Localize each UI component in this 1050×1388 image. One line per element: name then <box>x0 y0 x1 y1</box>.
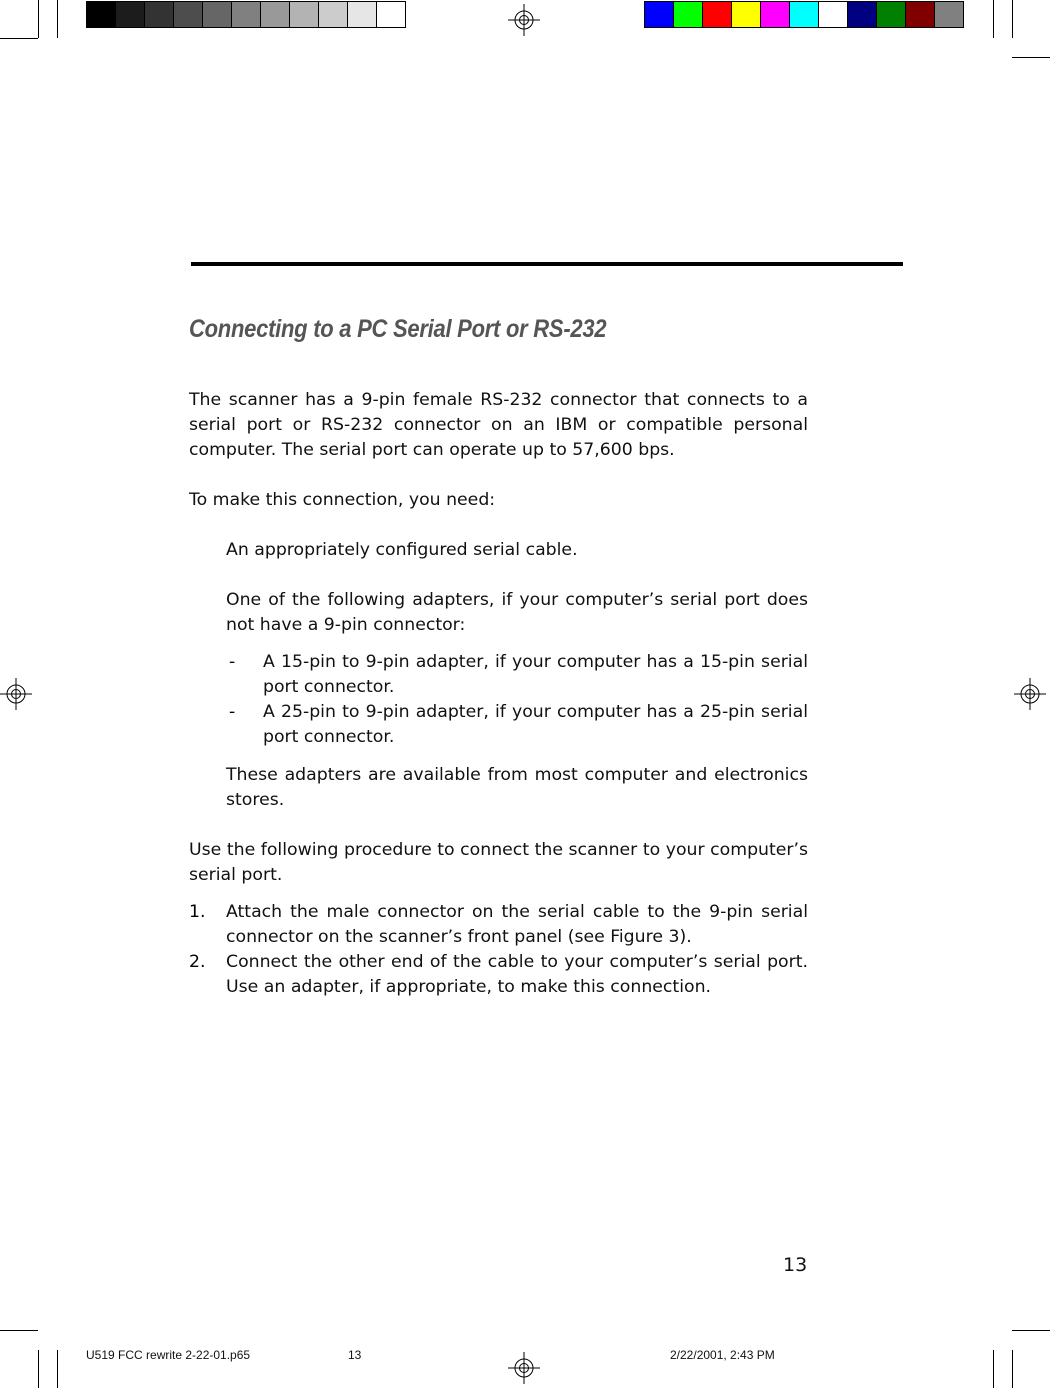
color-swatch <box>731 1 761 28</box>
step-number: 2. <box>189 952 206 972</box>
page-number: 13 <box>783 1254 808 1276</box>
color-swatch <box>231 1 261 28</box>
crop-mark <box>38 1350 39 1388</box>
color-swatch <box>144 1 174 28</box>
color-swatch <box>260 1 290 28</box>
section-heading: Connecting to a PC Serial Port or RS-232 <box>189 315 607 343</box>
registration-target-icon <box>1014 678 1046 710</box>
slug-page: 13 <box>348 1348 362 1362</box>
color-swatch <box>934 1 964 28</box>
color-swatch <box>86 1 116 28</box>
color-swatch <box>673 1 703 28</box>
list-bullet: - <box>229 702 236 722</box>
color-swatch <box>905 1 935 28</box>
step-text: Connect the other end of the cable to your computer’s serial port. Use an adapter, if appropriate, to make this connection. <box>226 952 808 997</box>
registration-target-icon <box>508 1352 540 1384</box>
step-number: 1. <box>189 902 206 922</box>
adapters-note: These adapters are available from most computer and electronics stores. <box>226 765 808 810</box>
color-swatch <box>347 1 377 28</box>
registration-target-icon <box>0 678 32 710</box>
color-swatch <box>702 1 732 28</box>
need-item-adapter: One of the following adapters, if your computer’s serial port does not have a 9-pin connector: <box>226 590 808 635</box>
crop-mark <box>0 1330 38 1331</box>
crop-mark <box>1012 1330 1050 1331</box>
color-swatch <box>202 1 232 28</box>
procedure-intro: Use the following procedure to connect the scanner to your computer’s serial port. <box>189 840 808 885</box>
slug-date: 2/22/2001, 2:43 PM <box>670 1348 775 1362</box>
intro-paragraph: The scanner has a 9-pin female RS-232 connector that connects to a serial port or RS-232 connector on an IBM or compatible personal computer. The serial port can operate up to 57,600 bps. <box>189 390 808 460</box>
color-swatch <box>173 1 203 28</box>
crop-mark <box>1012 57 1050 58</box>
registration-target-icon <box>508 4 540 36</box>
crop-mark <box>993 0 994 38</box>
color-swatch <box>115 1 145 28</box>
color-swatch <box>318 1 348 28</box>
color-swatch <box>847 1 877 28</box>
crop-mark <box>0 38 38 39</box>
color-swatch <box>818 1 848 28</box>
header-rule <box>191 262 903 266</box>
adapter-item: A 25-pin to 9-pin adapter, if your computer has a 25-pin serial port connector. <box>263 702 808 747</box>
list-bullet: - <box>229 652 236 672</box>
color-swatch <box>789 1 819 28</box>
color-swatch <box>289 1 319 28</box>
color-swatch <box>760 1 790 28</box>
slug-filename: U519 FCC rewrite 2-22-01.p65 <box>86 1348 251 1362</box>
need-intro: To make this connection, you need: <box>189 490 496 510</box>
adapter-item: A 15-pin to 9-pin adapter, if your computer has a 15-pin serial port connector. <box>263 652 808 697</box>
crop-mark <box>1012 0 1013 38</box>
step-text: Attach the male connector on the serial cable to the 9-pin serial connector on the scanner’s front panel (see Figure 3). <box>226 902 808 947</box>
color-swatch <box>376 1 406 28</box>
crop-mark <box>38 0 39 38</box>
crop-mark <box>1012 1350 1013 1388</box>
color-swatch <box>876 1 906 28</box>
crop-mark <box>993 1350 994 1388</box>
color-swatch <box>644 1 674 28</box>
crop-mark <box>57 0 58 38</box>
need-item-cable: An appropriately configured serial cable. <box>226 540 578 560</box>
crop-mark <box>57 1350 58 1388</box>
